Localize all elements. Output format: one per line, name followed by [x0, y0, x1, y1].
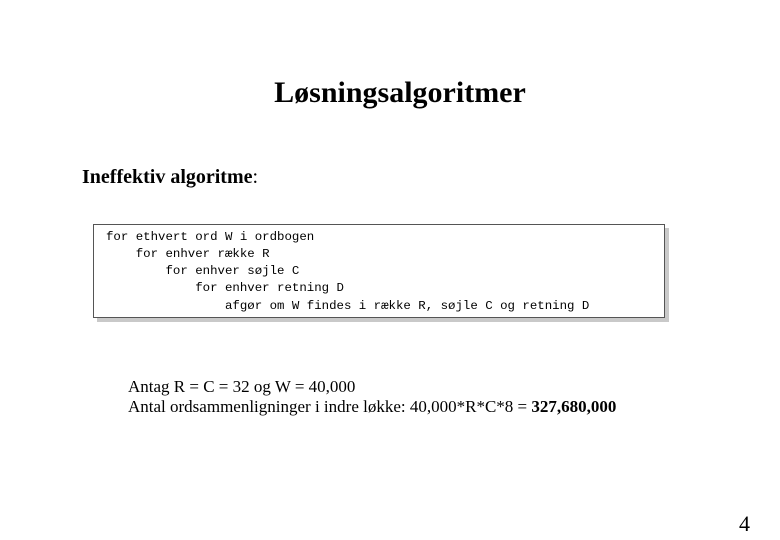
code-line-1: for ethvert ord W i ordbogen [106, 230, 315, 244]
complexity-notes [128, 377, 616, 417]
comparisons-formula: Antal ordsammenligninger i indre løkke: 40,000*R*C*8 = [128, 397, 532, 416]
subheading-label: Ineffektiv algoritme [82, 166, 253, 188]
subheading [82, 166, 258, 189]
code-line-4: for enhver retning D [106, 281, 344, 295]
comparisons-result: 327,680,000 [531, 397, 617, 416]
slide-title: Løsningsalgoritmer [274, 76, 526, 109]
code-line-2: for enhver række R [106, 247, 270, 261]
comparisons-line [128, 397, 616, 417]
subheading-colon: : [252, 166, 259, 188]
pseudocode-box [93, 224, 665, 318]
page-number: 4 [739, 511, 750, 536]
code-line-3: for enhver søjle C [106, 264, 300, 278]
code-line-5: afgør om W findes i række R, søjle C og retning D [106, 299, 590, 313]
assumption-line: Antag R = C = 32 og W = 40,000 [128, 377, 356, 396]
